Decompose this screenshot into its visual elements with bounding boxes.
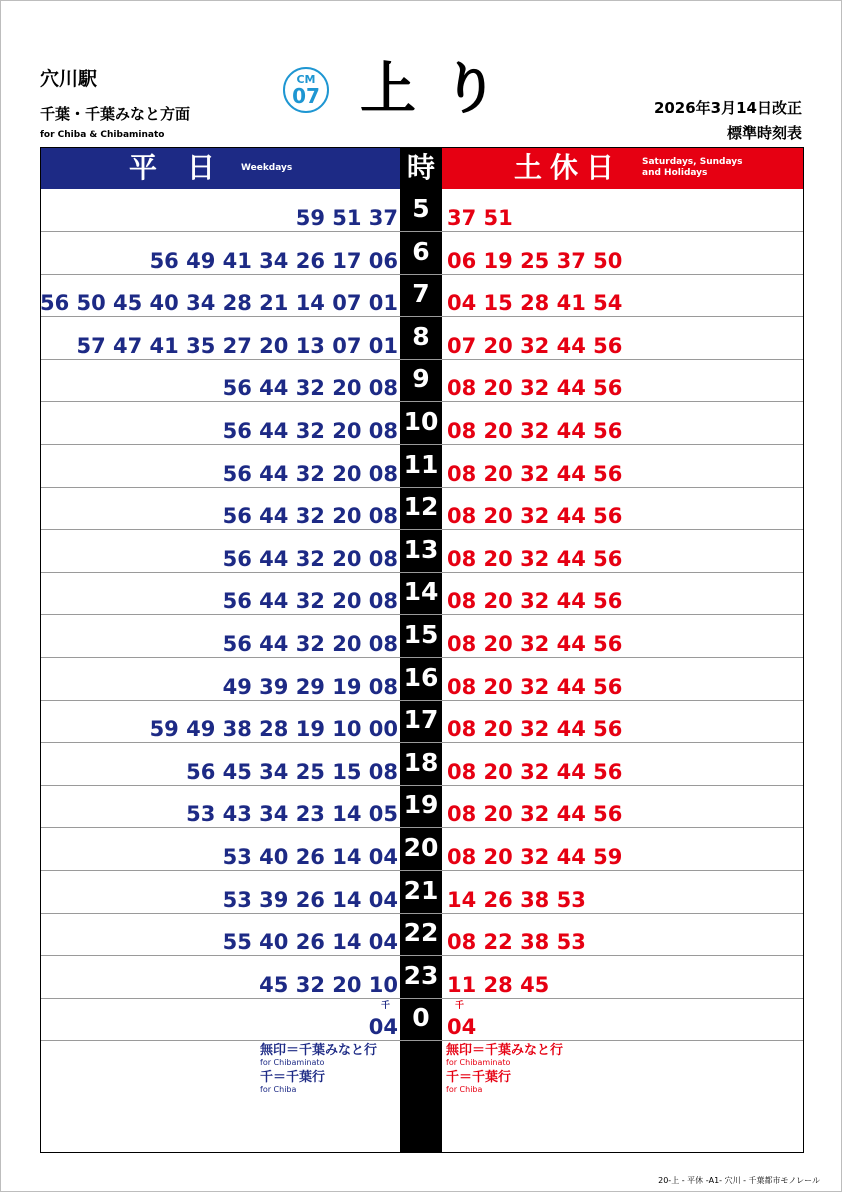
weekday-times: 45 32 20 10 bbox=[259, 972, 398, 997]
weekday-header-title: 平日 bbox=[129, 151, 246, 184]
weekday-times: 56 44 32 20 08 bbox=[222, 632, 398, 656]
weekday-times: 56 44 32 20 08 bbox=[222, 504, 398, 529]
hour-cell: 10 bbox=[403, 407, 439, 436]
hour-cell: 0 bbox=[412, 1003, 430, 1033]
holiday-header-en-1: Saturdays, Sundays bbox=[642, 157, 743, 167]
hour-cell: 21 bbox=[403, 875, 439, 905]
weekday-times: 56 44 32 20 08 bbox=[222, 376, 398, 401]
weekday-times: 57 47 41 35 27 20 13 07 01 bbox=[76, 333, 398, 358]
hour-cell: 13 bbox=[403, 534, 439, 564]
weekday-legend-1: 無印＝千葉みなと行 bbox=[260, 1043, 378, 1058]
hour-cell: 19 bbox=[403, 790, 439, 820]
table-row bbox=[41, 189, 803, 232]
table-row bbox=[41, 700, 803, 743]
table-row bbox=[41, 530, 803, 573]
hour-cell: 11 bbox=[403, 449, 439, 479]
weekday-legend-2-en: for Chiba bbox=[260, 1085, 297, 1094]
holiday-times: 08 20 32 44 56 bbox=[447, 589, 623, 614]
direction-label-en: for Chiba & Chibaminato bbox=[40, 130, 165, 140]
table-row bbox=[41, 572, 803, 615]
table-row bbox=[41, 998, 803, 1041]
hour-cell: 22 bbox=[403, 918, 439, 948]
table-row bbox=[41, 274, 803, 317]
table-row bbox=[41, 615, 803, 658]
hour-cell: 8 bbox=[412, 321, 430, 351]
holiday-legend-1: 無印＝千葉みなと行 bbox=[446, 1043, 564, 1058]
weekday-times: 56 50 45 40 34 28 21 14 07 01 bbox=[39, 291, 398, 316]
holiday-times: 08 20 32 44 56 bbox=[447, 674, 623, 699]
hour-header bbox=[400, 148, 442, 189]
table-row bbox=[41, 658, 803, 701]
station-number-badge bbox=[283, 67, 329, 113]
holiday-times: 08 20 32 44 56 bbox=[447, 376, 623, 401]
weekday-times: 55 40 26 14 04 bbox=[222, 930, 398, 955]
holiday-times: 08 20 32 44 56 bbox=[447, 419, 623, 443]
holiday-times: 06 19 25 37 50 bbox=[447, 248, 623, 273]
weekday-times: 56 44 32 20 08 bbox=[222, 546, 398, 571]
holiday-header-title: 土休日 bbox=[514, 151, 623, 184]
hour-cell: 16 bbox=[403, 662, 439, 692]
revision-date: 2026年3月14日改正 bbox=[653, 99, 802, 117]
weekday-header bbox=[41, 148, 400, 189]
badge-line-code: CM bbox=[296, 73, 316, 86]
hour-cell: 14 bbox=[403, 577, 439, 607]
hour-cell: 23 bbox=[403, 960, 439, 990]
holiday-times: 08 20 32 44 56 bbox=[447, 759, 623, 784]
table-row bbox=[41, 828, 803, 871]
hour-cell: 7 bbox=[412, 279, 430, 309]
weekday-times: 53 39 26 14 04 bbox=[222, 887, 398, 912]
holiday-times: 08 20 32 44 56 bbox=[447, 802, 623, 827]
weekday-times: 56 44 32 20 08 bbox=[222, 419, 398, 443]
weekday-times: 53 40 26 14 04 bbox=[222, 845, 398, 869]
weekday-times: 53 43 34 23 14 05 bbox=[186, 802, 398, 827]
weekday-times: 59 51 37 bbox=[295, 206, 398, 230]
table-row bbox=[41, 913, 803, 956]
holiday-times: 37 51 bbox=[447, 206, 513, 230]
holiday-header bbox=[442, 148, 803, 189]
weekday-legend-1-en: for Chibaminato bbox=[260, 1058, 325, 1067]
holiday-times: 14 26 38 53 bbox=[447, 887, 586, 912]
weekday-times: 56 44 32 20 08 bbox=[222, 589, 398, 614]
holiday-times: 07 20 32 44 56 bbox=[447, 333, 623, 358]
weekday-header-en: Weekdays bbox=[241, 163, 293, 173]
weekday-times: 04 bbox=[368, 1015, 398, 1040]
table-row bbox=[41, 871, 803, 914]
weekday-legend-2: 千＝千葉行 bbox=[260, 1070, 326, 1085]
table-row bbox=[41, 487, 803, 530]
weekday-times: 49 39 29 19 08 bbox=[222, 674, 398, 699]
table-row bbox=[41, 445, 803, 488]
badge-station-number: 07 bbox=[292, 84, 320, 108]
footer-code: 20-上 - 平休 -A1- 穴川 - 千葉都市モノレール bbox=[658, 1176, 820, 1185]
hour-cell: 15 bbox=[403, 620, 439, 649]
table-row bbox=[41, 232, 803, 275]
holiday-legend-2-en: for Chiba bbox=[446, 1085, 483, 1094]
table-row bbox=[41, 317, 803, 360]
hour-cell: 9 bbox=[412, 364, 430, 394]
holiday-times: 11 28 45 bbox=[447, 972, 550, 997]
table-row bbox=[41, 785, 803, 828]
holiday-times: 08 20 32 44 56 bbox=[447, 504, 623, 529]
table-row bbox=[41, 359, 803, 402]
station-name: 穴川駅 bbox=[40, 68, 98, 90]
hour-cell: 17 bbox=[403, 705, 439, 735]
weekday-times: 59 49 38 28 19 10 00 bbox=[149, 717, 398, 742]
holiday-legend-1-en: for Chibaminato bbox=[446, 1058, 511, 1067]
holiday-legend-2: 千＝千葉行 bbox=[446, 1070, 512, 1085]
holiday-times: 08 20 32 44 59 bbox=[447, 845, 623, 869]
hour-cell: 5 bbox=[412, 194, 430, 223]
holiday-times: 08 20 32 44 56 bbox=[447, 632, 623, 656]
holiday-destination-mark: 千 bbox=[455, 1001, 465, 1012]
hour-header-title: 時 bbox=[407, 151, 436, 184]
table-row bbox=[41, 956, 803, 999]
weekday-times: 56 45 34 25 15 08 bbox=[186, 759, 398, 784]
hour-cell: 6 bbox=[412, 236, 430, 266]
holiday-times: 08 20 32 44 56 bbox=[447, 546, 623, 571]
holiday-times: 08 22 38 53 bbox=[447, 930, 586, 955]
holiday-times: 04 15 28 41 54 bbox=[447, 291, 623, 316]
weekday-times: 56 49 41 34 26 17 06 bbox=[149, 248, 398, 273]
holiday-times: 04 bbox=[447, 1015, 477, 1040]
hour-cell: 12 bbox=[403, 492, 439, 522]
direction-label: 千葉・千葉みなと方面 bbox=[40, 105, 191, 123]
hour-cell: 20 bbox=[403, 833, 439, 862]
page-title: 上り bbox=[360, 57, 524, 122]
table-row bbox=[41, 743, 803, 786]
weekday-times: 56 44 32 20 08 bbox=[222, 461, 398, 486]
holiday-header-en-2: and Holidays bbox=[642, 168, 708, 178]
table-row bbox=[41, 402, 803, 445]
timetable-type: 標準時刻表 bbox=[726, 124, 802, 142]
hour-cell: 18 bbox=[403, 747, 439, 777]
weekday-destination-mark: 千 bbox=[380, 1001, 390, 1012]
holiday-times: 08 20 32 44 56 bbox=[447, 461, 623, 486]
holiday-times: 08 20 32 44 56 bbox=[447, 717, 623, 742]
